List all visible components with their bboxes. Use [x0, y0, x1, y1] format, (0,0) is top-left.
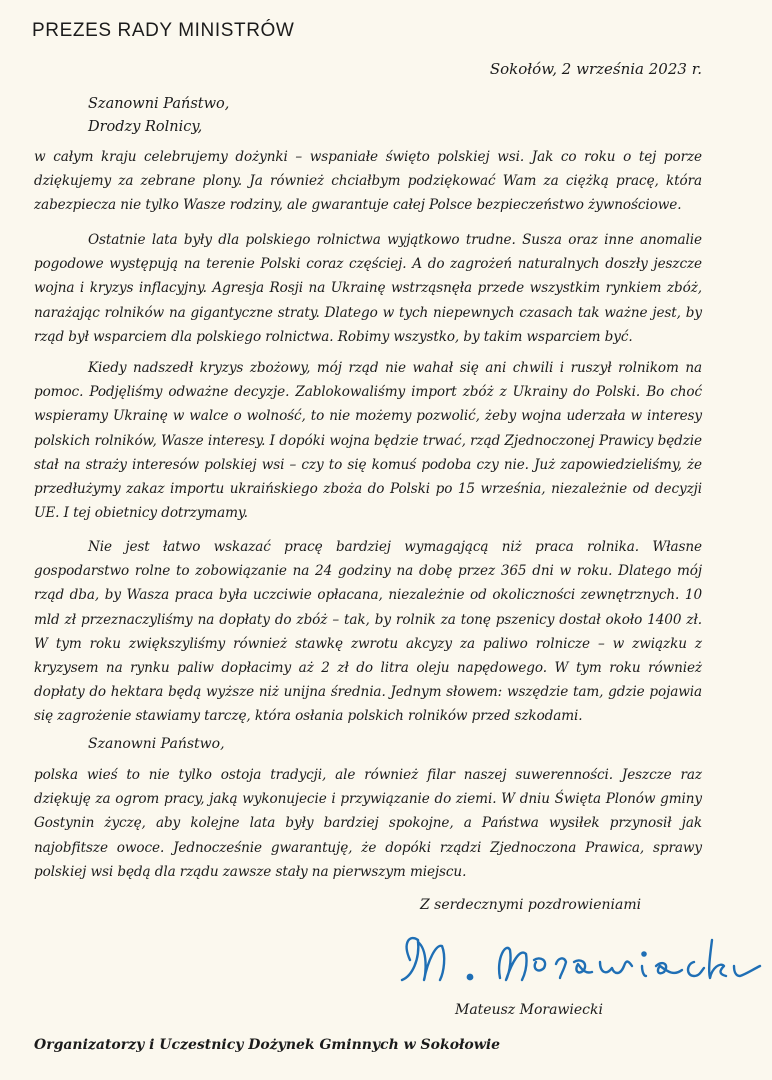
signer-name: Mateusz Morawiecki [455, 1002, 603, 1018]
letterhead-title: PREZES RADY MINISTRÓW [32, 20, 295, 41]
salutation-line-1: Szanowni Państwo, [88, 96, 230, 112]
paragraph-3: Kiedy nadszedł kryzys zbożowy, mój rząd nie wahał się ani chwili i ruszył rolnikom na pomoc. Podjęliśmy odważne decyzje. Zablokowaliśmy import zbóż z Ukrainy do Polski. Bo choć wspieramy Ukrainę w walce o wolność, to nie możemy pozwolić, żeby wojna uderzała w interesy polskich rolników, Wasze interesy. I dopóki wojna będzie trwać, rząd Zjednoczonej Prawicy będzie stał na straży interesów polskiej wsi – czy to się komuś podoba czy nie. Już zapowiedzieliśmy, że przedłużymy zakaz importu ukraińskiego zboża do Polski po 15 września, niezależnie od decyzji UE. I tej obietnicy dotrzymamy. [34, 360, 702, 522]
letter-date: Sokołów, 2 września 2023 r. [489, 60, 702, 78]
closing-line: Z serdecznymi pozdrowieniami [420, 897, 642, 913]
paragraph-4: Nie jest łatwo wskazać pracę bardziej wymagającą niż praca rolnika. Własne gospodarstwo rolne to zobowiązanie na 24 godziny na dobę przez 365 dni w roku. Dlatego mój rząd dba, by Wasza praca była uczciwie opłacana, niezależnie od okoliczności zewnętrznych. 10 mld zł przeznaczyliśmy na dopłaty do zbóż – tak, by rolnik za tonę pszenicy dostał około 1400 zł. W tym roku zwiększyliśmy również stawkę zwrotu akcyzy za paliwo rolnicze – w związku z kryzysem na rynku paliw dopłacimy aż 2 zł do litra oleju napędowego. W tym roku również dopłaty do hektara będą wyższe niż unijna średnia. Jednym słowem: wszędzie tam, gdzie pojawia się zagrożenie stawiamy tarczę, która osłania polskich rolników przed szkodami. [34, 539, 702, 725]
handwritten-signature [388, 920, 768, 990]
paragraph-1: w całym kraju celebrujemy dożynki – wspaniałe święto polskiej wsi. Jak co roku o tej porze dziękujemy za zebrane plony. Ja również chciałbym podziękować Wam za ciężką pracę, która zabezpiecza nie tylko Wasze rodziny, ale gwarantuje całej Polsce bezpieczeństwo żywnościowe. [34, 149, 702, 214]
final-paragraph: polska wieś to nie tylko ostoja tradycji, ale również filar naszej suwerenności. Jeszcze raz dziękuję za ogrom pracy, jaką wykonujecie i przywiązanie do ziemi. W dniu Święta Plonów gminy Gostynin życzę, aby kolejne lata były bardziej spokojne, a Państwa wysiłek przynosił jak najobfitsze owoce. Jednocześnie gwarantuję, że dopóki rządzi Zjednoczona Prawica, sprawy polskiej wsi będą dla rządu zawsze stały na pierwszym miejscu. [34, 767, 702, 880]
salutation [88, 93, 229, 139]
paragraph-2: Ostatnie lata były dla polskiego rolnictwa wyjątkowo trudne. Susza oraz inne anomalie pogodowe występują na terenie Polski coraz częściej. A do zagrożeń naturalnych doszły jeszcze wojna i kryzys inflacyjny. Agresja Rosji na Ukrainę wstrząsnęła przede wszystkim rynkiem zbóż, narażając rolników na gigantyczne straty. Dlatego w tych niepewnych czasach tak ważne jest, by rząd był wsparciem dla polskiego rolnictwa. Robimy wszystko, by takim wsparciem być. [34, 232, 702, 345]
salutation-2: Szanowni Państwo, [88, 736, 225, 752]
salutation-line-2: Drodzy Rolnicy, [88, 119, 203, 135]
addressee: Organizatorzy i Uczestnicy Dożynek Gminnych w Sokołowie [34, 1037, 501, 1053]
